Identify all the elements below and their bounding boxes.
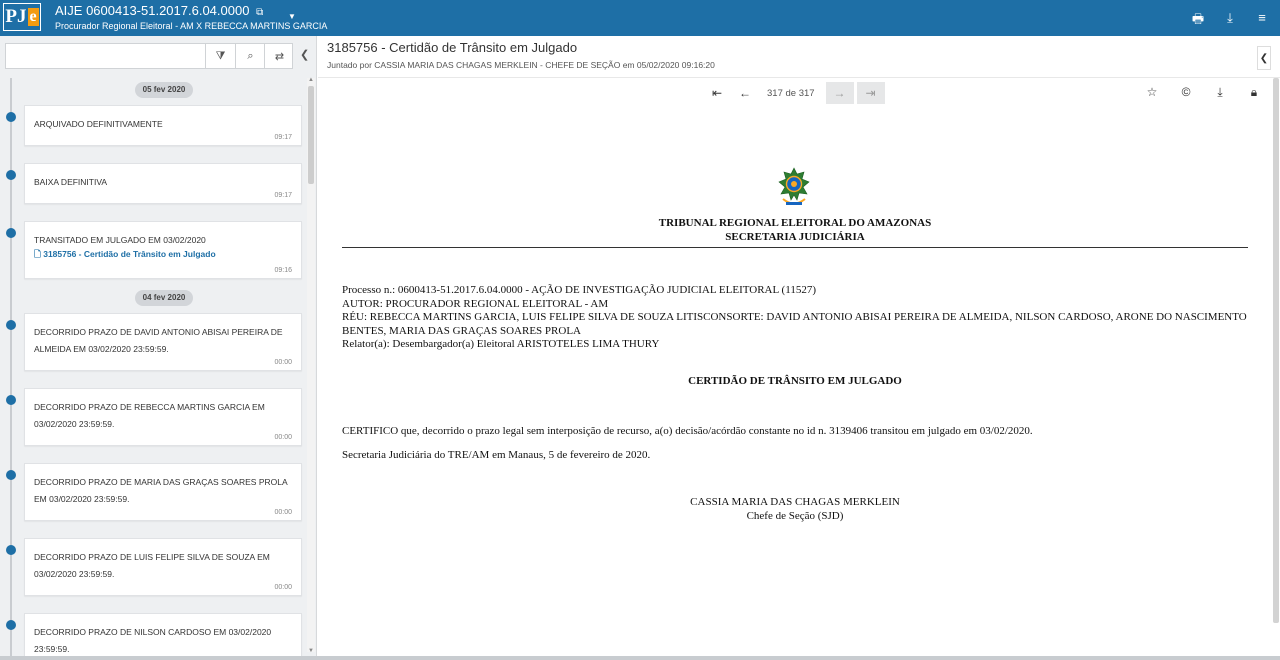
certificate-title: CERTIDÃO DE TRÂNSITO EM JULGADO bbox=[688, 375, 902, 387]
process-line: Processo n.: 0600413-51.2017.6.04.0000 - AÇÃO DE INVESTIGAÇÃO JUDICIAL ELEITORAL (11527) bbox=[342, 284, 816, 296]
event-text: DECORRIDO PRAZO DE MARIA DAS GRAÇAS SOARES PROLA EM 03/02/2020 23:59:59. bbox=[34, 477, 288, 504]
page-indicator: 317 de 317 bbox=[767, 87, 815, 99]
defendants-line: RÉU: REBECCA MARTINS GARCIA, LUIS FELIPE SILVA DE SOUZA LITISCONSORTE: DAVID ANTONIO ABISAI PEREIRA DE ALMEIDA, NILSON CARDOSO, ARONE DO NASCIMENTO BENTES, MARIA DAS GRAÇAS SOARES PROLA bbox=[342, 311, 1247, 337]
event-text: DECORRIDO PRAZO DE REBECCA MARTINS GARCIA EM 03/02/2020 23:59:59. bbox=[34, 402, 265, 429]
process-number[interactable]: AIJE 0600413-51.2017.6.04.0000 bbox=[55, 3, 250, 18]
timeline-dot bbox=[6, 470, 16, 480]
timeline-line bbox=[10, 78, 12, 658]
timeline-event[interactable] bbox=[24, 313, 302, 371]
copyright-icon[interactable]: © bbox=[1181, 85, 1191, 99]
print-icon[interactable]: 🖶 bbox=[1191, 11, 1205, 26]
header-rule bbox=[342, 247, 1248, 248]
timeline-dot bbox=[6, 545, 16, 555]
event-time: 09:17 bbox=[274, 134, 292, 141]
timeline-dot bbox=[6, 228, 16, 238]
divider bbox=[318, 77, 1280, 78]
copy-icon[interactable]: ⧉ bbox=[256, 7, 264, 18]
timeline-dot bbox=[6, 112, 16, 122]
pje-logo[interactable] bbox=[3, 3, 41, 31]
event-time: 00:00 bbox=[274, 434, 292, 441]
filter-icon[interactable]: ⧩ bbox=[205, 44, 235, 68]
timeline-scrollbar[interactable] bbox=[307, 78, 315, 652]
timeline-event[interactable] bbox=[24, 613, 302, 658]
department-name: SECRETARIA JUDICIÁRIA bbox=[725, 231, 865, 243]
caret-down-icon[interactable]: ▼ bbox=[288, 12, 296, 21]
menu-icon[interactable]: ≡ bbox=[1258, 10, 1266, 25]
place-date-paragraph: Secretaria Judiciária do TRE/AM em Manaus, 5 de fevereiro de 2020. bbox=[342, 449, 651, 461]
timeline-event[interactable] bbox=[24, 163, 302, 204]
event-text: ARQUIVADO DEFINITIVAMENTE bbox=[34, 119, 163, 129]
top-bar bbox=[0, 0, 1280, 36]
event-time: 00:00 bbox=[274, 509, 292, 516]
document-viewer bbox=[318, 36, 1280, 660]
timeline-dot bbox=[6, 395, 16, 405]
document-header bbox=[342, 216, 1248, 244]
taskbar-strip bbox=[0, 656, 1280, 660]
timeline bbox=[0, 78, 306, 658]
coat-of-arms-emblem bbox=[775, 166, 813, 210]
signature-block bbox=[342, 495, 1248, 523]
scroll-thumb[interactable] bbox=[308, 86, 314, 184]
collapse-right-icon[interactable]: ❮ bbox=[1257, 46, 1271, 70]
event-time: 00:00 bbox=[274, 584, 292, 591]
scroll-down-icon[interactable]: ▼ bbox=[308, 648, 314, 654]
previous-page-icon[interactable]: ← bbox=[739, 86, 751, 100]
download-icon[interactable]: ⤓ bbox=[1227, 10, 1233, 25]
timeline-event[interactable] bbox=[24, 463, 302, 521]
rapporteur-line: Relator(a): Desembargador(a) Eleitoral ARISTOTELES LIMA THURY bbox=[342, 338, 660, 350]
event-text: DECORRIDO PRAZO DE NILSON CARDOSO EM 03/02/2020 23:59:59. bbox=[34, 627, 272, 654]
logo-text: PJ bbox=[5, 6, 27, 27]
date-pill: 05 fev 2020 bbox=[135, 82, 193, 98]
timeline-dot bbox=[6, 320, 16, 330]
court-name: TRIBUNAL REGIONAL ELEITORAL DO AMAZONAS bbox=[658, 217, 932, 229]
timeline-event[interactable] bbox=[24, 221, 302, 279]
document-link-label: 3185756 - Certidão de Trânsito em Julgado bbox=[43, 249, 216, 259]
top-actions bbox=[1190, 10, 1270, 32]
event-text: BAIXA DEFINITIVA bbox=[34, 177, 108, 187]
document-link[interactable] bbox=[34, 249, 216, 263]
collapse-left-icon[interactable]: ❮ bbox=[300, 49, 310, 61]
page-navigation bbox=[703, 82, 885, 104]
search-icon[interactable]: ⌕ bbox=[235, 44, 265, 68]
timeline-dot bbox=[6, 170, 16, 180]
timeline-event[interactable] bbox=[24, 538, 302, 596]
process-info bbox=[342, 284, 1248, 352]
document-scrollbar[interactable] bbox=[1272, 78, 1280, 648]
event-text: DECORRIDO PRAZO DE LUIS FELIPE SILVA DE SOUZA EM 03/02/2020 23:59:59. bbox=[34, 552, 270, 579]
event-text: TRANSITADO EM JULGADO EM 03/02/2020 bbox=[34, 235, 206, 245]
process-parties: Procurador Regional Eleitoral - AM X REBECCA MARTINS GARCIA bbox=[55, 21, 328, 31]
search-input[interactable] bbox=[10, 48, 205, 64]
process-number-line bbox=[55, 3, 263, 18]
next-page-icon[interactable]: → bbox=[826, 82, 854, 104]
event-text: DECORRIDO PRAZO DE DAVID ANTONIO ABISAI PEREIRA DE ALMEIDA EM 03/02/2020 23:59:59. bbox=[34, 327, 283, 354]
signer-role: Chefe de Seção (SJD) bbox=[746, 510, 844, 522]
timeline-dot bbox=[6, 620, 16, 630]
event-time: 09:17 bbox=[274, 192, 292, 199]
document-scroll-thumb[interactable] bbox=[1273, 78, 1279, 623]
date-pill: 04 fev 2020 bbox=[135, 290, 193, 306]
lock-icon[interactable]: 🔒︎ bbox=[1250, 85, 1258, 99]
document-subtitle: Juntado por CASSIA MARIA DAS CHAGAS MERKLEIN - CHEFE DE SEÇÃO em 05/02/2020 09:16:20 bbox=[327, 60, 715, 70]
event-time: 09:16 bbox=[274, 267, 292, 274]
download-icon[interactable]: ⤓ bbox=[1217, 85, 1223, 99]
timeline-event[interactable] bbox=[24, 105, 302, 146]
star-icon[interactable]: ☆ bbox=[1146, 85, 1158, 99]
first-page-icon[interactable]: ⇤ bbox=[711, 86, 723, 100]
author-line: AUTOR: PROCURADOR REGIONAL ELEITORAL - AM bbox=[342, 297, 609, 310]
certificate-paragraph: CERTIFICO que, decorrido o prazo legal sem interposição de recurso, a(o) decisão/acórdão constante no id n. 3139406 transitou em julgado em 03/02/2020. bbox=[342, 425, 1033, 437]
last-page-icon[interactable]: ⇥ bbox=[857, 82, 885, 104]
logo-accent: e bbox=[29, 8, 37, 25]
document-icon: 🗋 bbox=[34, 249, 41, 259]
signer-name: CASSIA MARIA DAS CHAGAS MERKLEIN bbox=[690, 496, 900, 508]
document-title: 3185756 - Certidão de Trânsito em Julgado bbox=[327, 40, 578, 55]
refresh-icon[interactable]: ⇄ bbox=[264, 44, 294, 68]
timeline-event[interactable] bbox=[24, 388, 302, 446]
scroll-up-icon[interactable]: ▲ bbox=[308, 77, 314, 83]
document-tools bbox=[1146, 85, 1260, 100]
timeline-panel bbox=[0, 36, 317, 660]
event-time: 00:00 bbox=[274, 359, 292, 366]
search-bar bbox=[5, 43, 293, 69]
